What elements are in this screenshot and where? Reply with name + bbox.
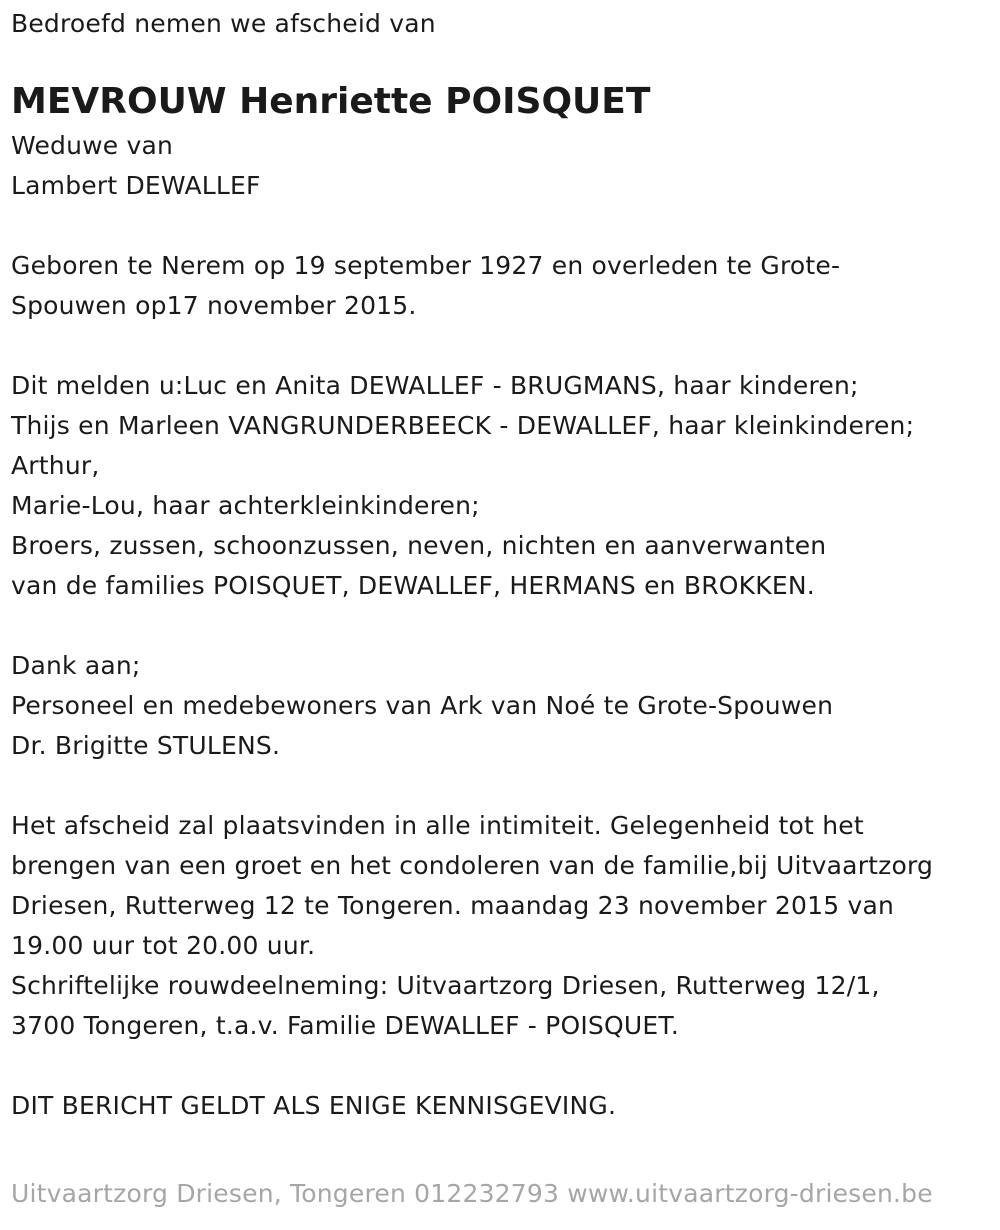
arrangements-line: Schriftelijke rouwdeelneming: Uitvaartzorg Driesen, Rutterweg 12/1, (11, 971, 880, 1000)
intro-text: Bedroefd nemen we afscheid van (11, 9, 436, 38)
birth-death-line: Geboren te Nerem op 19 september 1927 en overleden te Grote- (11, 251, 841, 280)
birth-death-line: Spouwen op17 november 2015. (11, 291, 417, 320)
spouse-name: Lambert DEWALLEF (11, 171, 261, 200)
spacer (11, 766, 991, 806)
notice-line: DIT BERICHT GELDT ALS ENIGE KENNISGEVING. (11, 1091, 617, 1120)
thanks-line: Dr. Brigitte STULENS. (11, 731, 281, 760)
obituary-document (11, 0, 991, 1126)
family-line: Broers, zussen, schoonzussen, neven, nichten en aanverwanten (11, 531, 827, 560)
family-line: Dit melden u:Luc en Anita DEWALLEF - BRUGMANS, haar kinderen; (11, 371, 859, 400)
family-line: van de families POISQUET, DEWALLEF, HERMANS en BROKKEN. (11, 571, 815, 600)
spacer (11, 606, 991, 646)
arrangements-line: 19.00 uur tot 20.00 uur. (11, 931, 316, 960)
thanks-line: Dank aan; (11, 651, 141, 680)
relation-line: Weduwe van (11, 131, 174, 160)
family-line: Marie-Lou, haar achterkleinkinderen; (11, 491, 480, 520)
family-line: Arthur, (11, 451, 100, 480)
arrangements-line: brengen van een groet en het condoleren van de familie,bij Uitvaartzorg (11, 851, 934, 880)
arrangements-line: Driesen, Rutterweg 12 te Tongeren. maandag 23 november 2015 van (11, 891, 895, 920)
spacer (11, 326, 991, 366)
family-line: Thijs en Marleen VANGRUNDERBEECK - DEWALLEF, haar kleinkinderen; (11, 411, 915, 440)
arrangements-line: 3700 Tongeren, t.a.v. Familie DEWALLEF - POISQUET. (11, 1011, 679, 1040)
spacer (11, 206, 991, 246)
arrangements-line: Het afscheid zal plaatsvinden in alle intimiteit. Gelegenheid tot het (11, 811, 864, 840)
deceased-name: MEVROUW Henriette POISQUET (11, 81, 651, 122)
thanks-line: Personeel en medebewoners van Ark van Noé te Grote-Spouwen (11, 691, 834, 720)
funeral-home-footer: Uitvaartzorg Driesen, Tongeren 012232793 www.uitvaartzorg-driesen.be (11, 1179, 933, 1208)
spacer (11, 1046, 991, 1086)
